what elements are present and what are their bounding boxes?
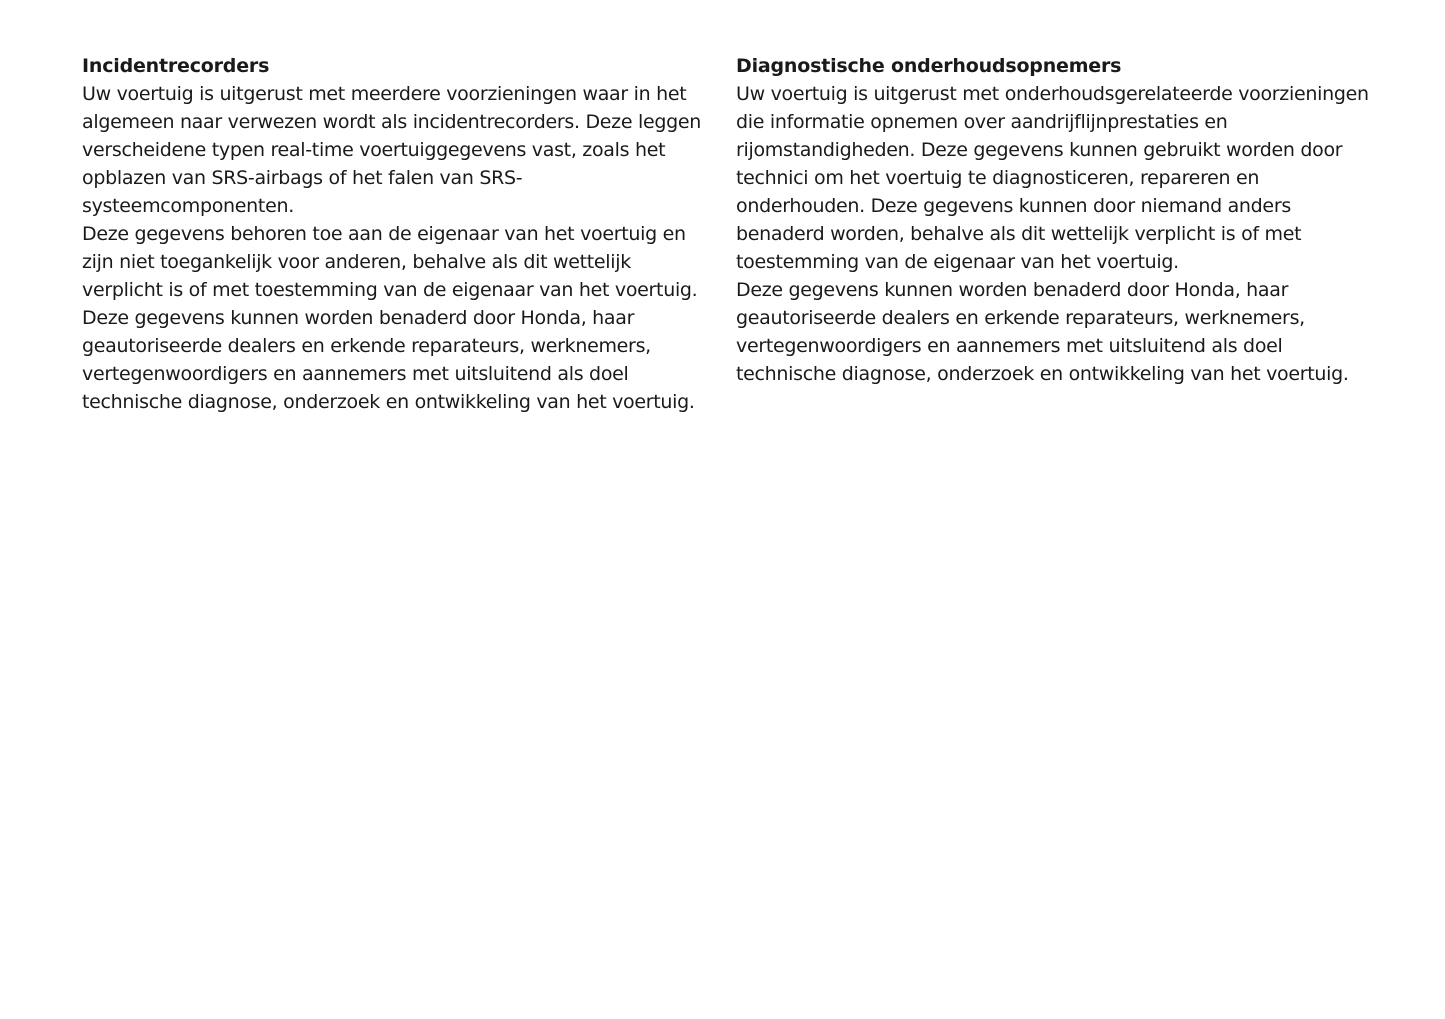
section-incidentrecorders <box>82 52 717 416</box>
paragraph: Deze gegevens kunnen worden benaderd door Honda, haar geautoriseerde dealers en erkende reparateurs, werknemers, vertegenwoordigers en aannemers met uitsluitend als doel technische diagnose, onderzoek en ontwikkeling van het voertuig. <box>736 279 1349 385</box>
paragraph: Deze gegevens behoren toe aan de eigenaar van het voertuig en zijn niet toegankelijk voor anderen, behalve als dit wettelijk verplicht is of met toestemming van de eigenaar van het voertuig. <box>82 223 698 301</box>
section-title: Incidentrecorders <box>82 55 270 77</box>
section-diagnostische-onderhoudsopnemers <box>736 52 1371 388</box>
paragraph: Uw voertuig is uitgerust met onderhoudsgerelateerde voorzieningen die informatie opnemen over aandrijflijnprestaties en rijomstandigheden. Deze gegevens kunnen gebruikt worden door technici om het voertuig te diagnosticeren, repareren en onderhouden. Deze gegevens kunnen door niemand anders benaderd worden, behalve als dit wettelijk verplicht is of met toestemming van de eigenaar van het voertuig. <box>736 83 1369 273</box>
paragraph: Deze gegevens kunnen worden benaderd door Honda, haar geautoriseerde dealers en erkende reparateurs, werknemers, vertegenwoordigers en aannemers met uitsluitend als doel technische diagnose, onderzoek en ontwikkeling van het voertuig. <box>82 307 695 413</box>
section-title: Diagnostische onderhoudsopnemers <box>736 55 1122 77</box>
paragraph: Uw voertuig is uitgerust met meerdere voorzieningen waar in het algemeen naar verwezen wordt als incidentrecorders. Deze leggen verscheidene typen real-time voertuiggegevens vast, zoals het opblazen van SRS-airbags of het falen van SRS-systeemcomponenten. <box>82 83 701 217</box>
